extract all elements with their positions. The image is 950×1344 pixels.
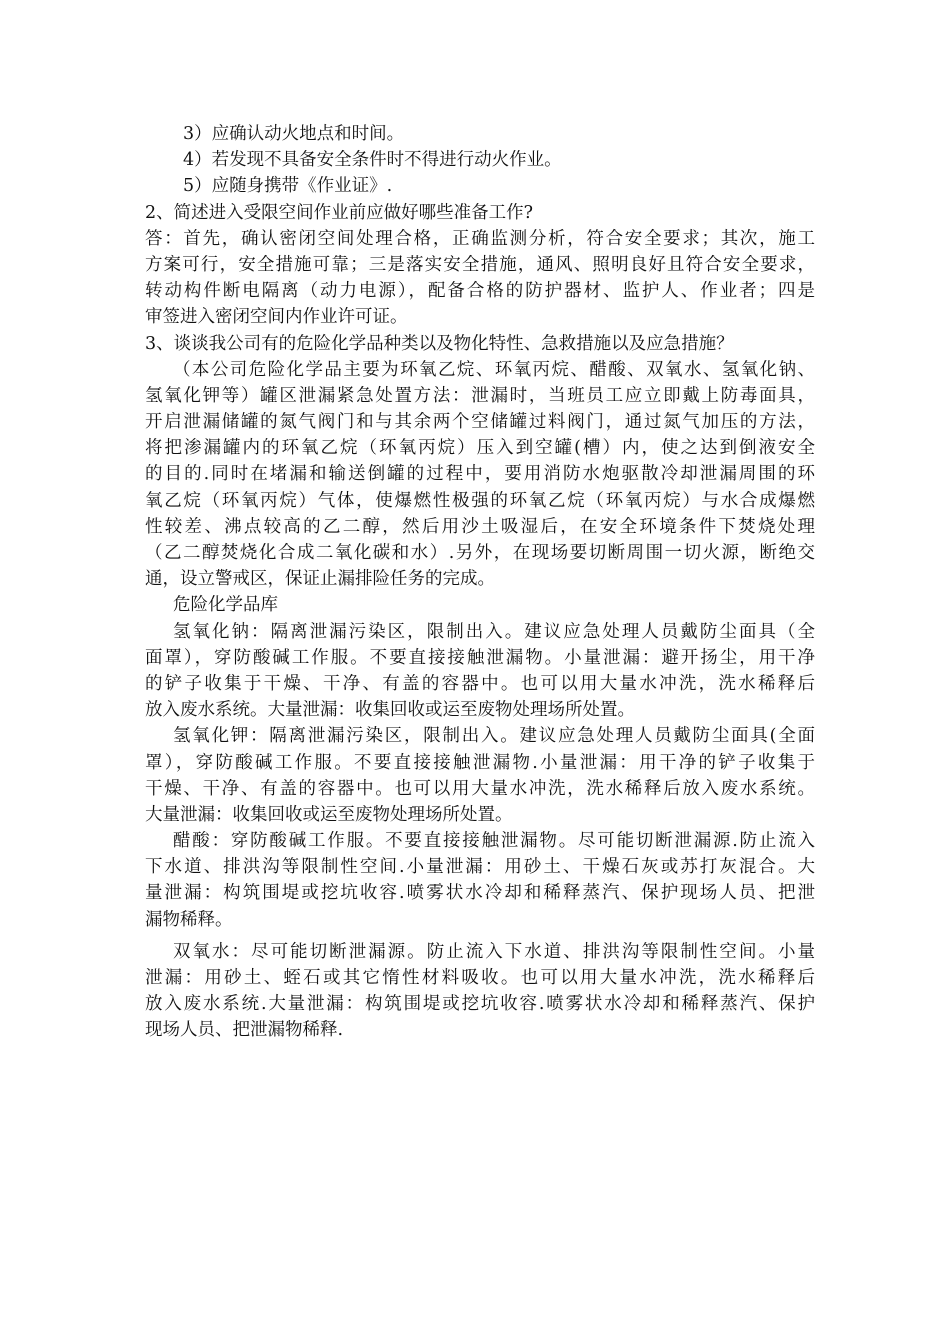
answer-2-line: 方案可行，安全措施可靠；三是落实安全措施，通风、照明良好且符合安全要求，	[145, 254, 815, 275]
answer-3-line: （乙二醇焚烧化合成二氧化碳和水）.另外，在现场要切断周围一切火源，断绝交	[145, 543, 815, 563]
question-3: 3、谈谈我公司有的危险化学品种类以及物化特性、急救措施以及应急措施？	[145, 333, 734, 354]
answer-3-line: 性较差、沸点较高的乙二醇，然后用沙土吸湿后，在安全环境条件下焚烧处理	[145, 516, 815, 537]
question-2: 2、简述进入受限空间作业前应做好哪些准备工作?	[145, 202, 534, 223]
hydrogen-peroxide-line: 泄漏：用砂土、蛭石或其它惰性材料吸收。也可以用大量水冲洗，洗水稀释后	[145, 968, 815, 988]
answer-2-line: 答：首先，确认密闭空间处理合格，正确监测分析，符合安全要求；其次，施工	[145, 228, 815, 249]
hydrogen-peroxide-line: 放入废水系统.大量泄漏：构筑围堤或挖坑收容.喷雾状水冷却和稀释蒸汽、保护	[145, 994, 815, 1015]
answer-3-line: 氢氧化钾等）罐区泄漏紧急处置方法：泄漏时，当班员工应立即戴上防毒面具，	[145, 385, 815, 406]
acetic-acid-line: 醋酸：穿防酸碱工作服。不要直接接触泄漏物。尽可能切断泄漏源.防止流入	[173, 831, 815, 852]
naoh-line: 氢氧化钠：隔离泄漏污染区，限制出入。建议应急处理人员戴防尘面具（全	[173, 621, 815, 642]
koh-line: 氢氧化钾：隔离泄漏污染区，限制出入。建议应急处理人员戴防尘面具(全面	[173, 726, 815, 747]
answer-3-line: 氧乙烷（环氧丙烷）气体，使爆燃性极强的环氧乙烷（环氧丙烷）与水合成爆燃	[145, 490, 815, 511]
answer-3-line: 开启泄漏储罐的氮气阀门和与其余两个空储罐过料阀门，通过氮气加压的方法，	[145, 412, 815, 433]
answer-2-line: 转动构件断电隔离（动力电源），配备合格的防护器材、监护人、作业者；四是	[145, 281, 815, 302]
answer-3-line: （本公司危险化学品主要为环氧乙烷、环氧丙烷、醋酸、双氧水、氢氧化钠、	[173, 359, 815, 380]
answer-3-line: 将把渗漏罐内的环氧乙烷（环氧丙烷）压入到空罐(槽）内，使之达到倒液安全	[145, 438, 815, 459]
list-item-4: 4）若发现不具备安全条件时不得进行动火作业。	[183, 150, 562, 171]
warehouse-title: 危险化学品库	[173, 595, 278, 616]
list-item-3: 3）应确认动火地点和时间。	[183, 124, 405, 144]
answer-3-line: 的目的.同时在堵漏和输送倒罐的过程中，要用消防水炮驱散冷却泄漏周围的环	[145, 464, 815, 485]
koh-line: 大量泄漏：收集回收或运至废物处理场所处置。	[145, 804, 513, 825]
answer-3-line: 通，设立警戒区，保证止漏排险任务的完成。	[145, 569, 495, 590]
acetic-acid-line: 下水道、排洪沟等限制性空间.小量泄漏：用砂土、干燥石灰或苏打灰混合。大	[145, 857, 815, 878]
hydrogen-peroxide-line: 现场人员、把泄漏物稀释.	[145, 1020, 344, 1041]
naoh-line: 面罩），穿防酸碱工作服。不要直接接触泄漏物。小量泄漏：避开扬尘，用干净	[145, 647, 815, 668]
answer-2-line: 审签进入密闭空间内作业许可证。	[145, 307, 408, 328]
koh-line: 干燥、干净、有盖的容器中。也可以用大量水冲洗，洗水稀释后放入废水系统。	[145, 778, 815, 799]
naoh-line: 的铲子收集于干燥、干净、有盖的容器中。也可以用大量水冲洗，洗水稀释后	[145, 673, 815, 694]
acetic-acid-line: 漏物稀释。	[145, 909, 233, 930]
koh-line: 罩），穿防酸碱工作服。不要直接接触泄漏物.小量泄漏：用干净的铲子收集于	[145, 752, 815, 773]
acetic-acid-line: 量泄漏：构筑围堤或挖坑收容.喷雾状水冷却和稀释蒸汽、保护现场人员、把泄	[145, 883, 815, 904]
naoh-line: 放入废水系统。大量泄漏：收集回收或运至废物处理场所处置。	[145, 700, 635, 721]
list-item-5: 5）应随身携带《作业证》.	[183, 176, 393, 197]
hydrogen-peroxide-line: 双氧水：尽可能切断泄漏源。防止流入下水道、排洪沟等限制性空间。小量	[173, 941, 815, 962]
document-body	[145, 121, 815, 1044]
